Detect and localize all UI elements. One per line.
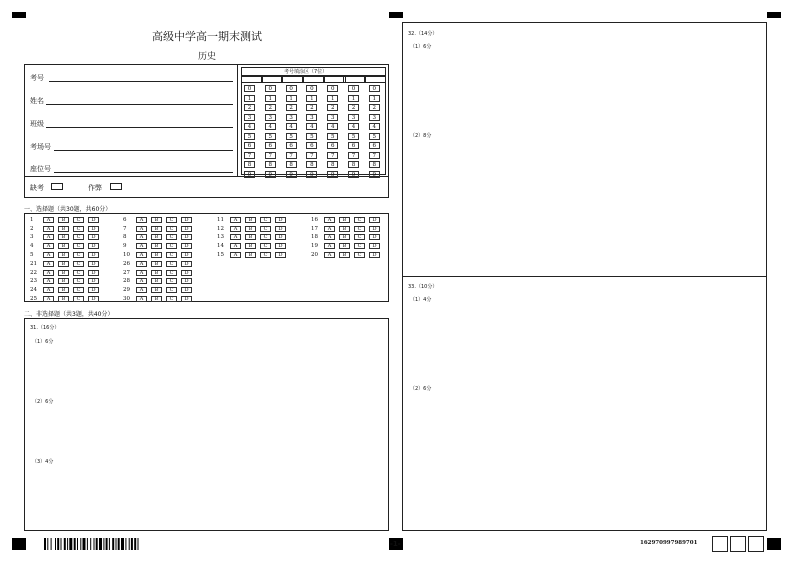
- exam-id-bubble[interactable]: 4: [327, 123, 338, 130]
- choice-bubble[interactable]: D: [88, 226, 99, 232]
- exam-id-area: [241, 67, 386, 175]
- alignment-mark-top-center: [389, 12, 403, 18]
- exam-id-bubble[interactable]: 4: [244, 123, 255, 130]
- q33-answer-box[interactable]: [402, 276, 767, 531]
- q31-title: 31.（16分）: [30, 325, 60, 331]
- choice-bubble[interactable]: D: [369, 217, 380, 223]
- exam-id-bubble[interactable]: 5: [265, 133, 276, 140]
- choice-bubble[interactable]: B: [58, 278, 69, 284]
- q31-part2: （2）6分: [32, 399, 54, 405]
- question-number: 20: [311, 251, 318, 258]
- exam-id-bubble[interactable]: 8: [265, 161, 276, 168]
- choice-bubble[interactable]: A: [230, 226, 241, 232]
- choice-bubble[interactable]: A: [43, 261, 54, 267]
- choice-bubble[interactable]: B: [58, 270, 69, 276]
- choice-bubble[interactable]: B: [245, 234, 256, 240]
- choice-bubble[interactable]: D: [275, 234, 286, 240]
- question-number: 17: [311, 225, 318, 232]
- exam-id-bubble[interactable]: 3: [286, 114, 297, 121]
- choice-bubble[interactable]: A: [43, 217, 54, 223]
- choice-bubble[interactable]: B: [151, 261, 162, 267]
- exam-id-bubble[interactable]: 1: [265, 95, 276, 102]
- exam-id-bubble[interactable]: 4: [286, 123, 297, 130]
- choice-bubble[interactable]: D: [181, 287, 192, 293]
- choice-bubble[interactable]: B: [245, 217, 256, 223]
- exam-id-bubble[interactable]: 7: [369, 152, 380, 159]
- choice-bubble[interactable]: C: [166, 226, 177, 232]
- exam-id-bubble[interactable]: 4: [265, 123, 276, 130]
- page-number: -1-: [390, 540, 401, 548]
- choice-bubble[interactable]: A: [136, 217, 147, 223]
- exam-id-bubble[interactable]: 2: [348, 104, 359, 111]
- exam-id-bubble[interactable]: 3: [348, 114, 359, 121]
- question-number: 25: [30, 295, 37, 302]
- choice-bubble[interactable]: D: [88, 234, 99, 240]
- exam-id-bubble[interactable]: 8: [369, 161, 380, 168]
- q32-answer-box[interactable]: [402, 22, 767, 277]
- choice-bubble[interactable]: D: [369, 243, 380, 249]
- choice-bubble[interactable]: A: [43, 270, 54, 276]
- choice-bubble[interactable]: C: [73, 234, 84, 240]
- exam-id-bubble[interactable]: 3: [306, 114, 317, 121]
- section1-title: 一、选择题（共30题，共60分）: [24, 206, 112, 213]
- choice-bubble[interactable]: B: [339, 252, 350, 258]
- exam-id-write-cell[interactable]: [345, 76, 366, 83]
- choice-bubble[interactable]: D: [88, 217, 99, 223]
- choice-bubble[interactable]: D: [88, 278, 99, 284]
- q33-title: 33.（10分）: [408, 284, 438, 290]
- choice-bubble[interactable]: A: [136, 234, 147, 240]
- choice-bubble[interactable]: C: [73, 217, 84, 223]
- scan-corner-box-2: [730, 536, 746, 552]
- exam-id-bubble[interactable]: 1: [244, 95, 255, 102]
- exam-id-write-cell[interactable]: [324, 76, 345, 83]
- question-number: 5: [30, 251, 34, 258]
- exam-id-bubble[interactable]: 2: [327, 104, 338, 111]
- question-number: 26: [123, 261, 130, 267]
- choice-bubble[interactable]: C: [166, 287, 177, 293]
- choice-bubble[interactable]: A: [43, 234, 54, 240]
- q32-title: 32.（14分）: [408, 31, 438, 37]
- info-label-name: 姓名: [30, 97, 44, 105]
- q31-answer-box[interactable]: [24, 318, 389, 531]
- choice-bubble[interactable]: C: [166, 217, 177, 223]
- choice-bubble[interactable]: A: [324, 252, 335, 258]
- scan-corner-box-1: [712, 536, 728, 552]
- choice-bubble[interactable]: C: [166, 270, 177, 276]
- choice-bubble[interactable]: C: [354, 243, 365, 249]
- alignment-mark-bottom-left: [12, 538, 26, 550]
- exam-id-bubble[interactable]: 4: [369, 123, 380, 130]
- exam-id-bubble[interactable]: 6: [327, 142, 338, 149]
- alignment-mark-top-left: [12, 12, 26, 18]
- section2-title: 二、非选择题（共3题，共40分）: [24, 311, 114, 318]
- choice-bubble[interactable]: C: [354, 234, 365, 240]
- question-number: 14: [217, 243, 224, 250]
- exam-id-bubble[interactable]: 9: [327, 171, 338, 178]
- choice-bubble[interactable]: A: [136, 226, 147, 232]
- question-number: 28: [123, 278, 130, 285]
- exam-id-bubble[interactable]: 4: [306, 123, 317, 130]
- choice-bubble[interactable]: A: [324, 226, 335, 232]
- exam-id-bubble[interactable]: 6: [244, 142, 255, 149]
- exam-id-bubble[interactable]: 1: [286, 95, 297, 102]
- barcode: [44, 538, 180, 550]
- choice-bubble[interactable]: C: [166, 252, 177, 258]
- question-number: 19: [311, 243, 318, 250]
- q33-part2: （2）6分: [410, 386, 432, 392]
- choice-bubble[interactable]: D: [275, 243, 286, 249]
- choice-bubble[interactable]: D: [369, 226, 380, 232]
- choice-bubble[interactable]: D: [88, 296, 99, 302]
- exam-id-bubble[interactable]: 0: [286, 85, 297, 92]
- exam-id-bubble[interactable]: 3: [265, 114, 276, 121]
- cheat-checkbox[interactable]: [110, 183, 122, 190]
- choice-bubble[interactable]: D: [181, 243, 192, 249]
- choice-bubble[interactable]: A: [136, 270, 147, 276]
- choice-bubble[interactable]: B: [151, 296, 162, 302]
- choice-bubble[interactable]: C: [260, 217, 271, 223]
- exam-id-bubble[interactable]: 9: [369, 171, 380, 178]
- alignment-mark-bottom-right: [767, 538, 781, 550]
- choice-bubble[interactable]: A: [43, 287, 54, 293]
- choice-bubble[interactable]: B: [339, 243, 350, 249]
- exam-id-bubble[interactable]: 5: [348, 133, 359, 140]
- choice-bubble[interactable]: D: [88, 287, 99, 293]
- choice-bubble[interactable]: A: [136, 278, 147, 284]
- exam-id-bubble[interactable]: 2: [306, 104, 317, 111]
- q31-part3: （3）4分: [32, 459, 54, 465]
- choice-bubble[interactable]: A: [324, 243, 335, 249]
- exam-id-bubble[interactable]: 2: [286, 104, 297, 111]
- choice-bubble[interactable]: B: [245, 252, 256, 258]
- exam-id-bubble[interactable]: 0: [327, 85, 338, 92]
- exam-id-title: 考号填涂区（7位）: [284, 69, 328, 75]
- choice-bubble[interactable]: B: [58, 252, 69, 258]
- exam-id-bubble[interactable]: 2: [265, 104, 276, 111]
- choice-bubble[interactable]: D: [181, 270, 192, 276]
- info-label-seat: 座位号: [30, 165, 51, 173]
- choice-bubble[interactable]: A: [230, 234, 241, 240]
- exam-id-bubble[interactable]: 5: [327, 133, 338, 140]
- exam-id-bubble[interactable]: 9: [286, 171, 297, 178]
- exam-id-write-cell[interactable]: [303, 76, 324, 83]
- question-number: 21: [30, 261, 37, 267]
- exam-id-bubble[interactable]: 7: [306, 152, 317, 159]
- exam-id-bubble[interactable]: 5: [286, 133, 297, 140]
- question-number: 30: [123, 295, 130, 302]
- choice-bubble[interactable]: B: [58, 296, 69, 302]
- question-number: 24: [30, 287, 37, 294]
- exam-id-bubble[interactable]: 1: [369, 95, 380, 102]
- question-number: 6: [123, 217, 127, 223]
- choice-bubble[interactable]: A: [136, 287, 147, 293]
- choice-bubble[interactable]: D: [369, 252, 380, 258]
- choice-bubble[interactable]: D: [275, 226, 286, 232]
- choice-bubble[interactable]: D: [181, 278, 192, 284]
- exam-id-bubble[interactable]: 1: [306, 95, 317, 102]
- choice-bubble[interactable]: A: [230, 243, 241, 249]
- q31-part1: （1）6分: [32, 339, 54, 345]
- choice-bubble[interactable]: C: [260, 234, 271, 240]
- exam-id-bubble[interactable]: 8: [244, 161, 255, 168]
- question-number: 2: [30, 225, 34, 232]
- choice-bubble[interactable]: D: [275, 217, 286, 223]
- choice-bubble[interactable]: C: [73, 270, 84, 276]
- choice-bubble[interactable]: B: [339, 226, 350, 232]
- choice-bubble[interactable]: C: [354, 226, 365, 232]
- choice-bubble[interactable]: D: [275, 252, 286, 258]
- exam-id-bubble[interactable]: 5: [244, 133, 255, 140]
- exam-id-bubble[interactable]: 4: [348, 123, 359, 130]
- question-number: 22: [30, 269, 37, 276]
- question-number: 15: [217, 251, 224, 258]
- choice-bubble[interactable]: B: [151, 287, 162, 293]
- exam-id-bubble[interactable]: 9: [244, 171, 255, 178]
- choice-bubble[interactable]: A: [43, 278, 54, 284]
- choice-bubble[interactable]: A: [324, 234, 335, 240]
- choice-bubble[interactable]: A: [136, 261, 147, 267]
- exam-id-bubble[interactable]: 7: [327, 152, 338, 159]
- choice-bubble[interactable]: A: [43, 226, 54, 232]
- exam-id-bubble[interactable]: 5: [306, 133, 317, 140]
- choice-bubble[interactable]: A: [136, 252, 147, 258]
- exam-id-bubble[interactable]: 7: [244, 152, 255, 159]
- exam-id-bubble[interactable]: 9: [348, 171, 359, 178]
- exam-id-bubble[interactable]: 8: [327, 161, 338, 168]
- choice-bubble[interactable]: C: [166, 243, 177, 249]
- choice-bubble[interactable]: C: [260, 226, 271, 232]
- question-number: 11: [217, 217, 224, 223]
- choice-bubble[interactable]: D: [181, 217, 192, 223]
- question-number: 18: [311, 234, 318, 241]
- choice-bubble[interactable]: A: [43, 243, 54, 249]
- exam-id-bubble[interactable]: 8: [286, 161, 297, 168]
- exam-id-bubble[interactable]: 3: [369, 114, 380, 121]
- id-area-separator: [237, 64, 238, 176]
- choice-bubble[interactable]: D: [181, 261, 192, 267]
- choice-bubble[interactable]: C: [166, 296, 177, 302]
- scan-corner-box-3: [748, 536, 764, 552]
- q33-part1: （1）4分: [410, 297, 432, 303]
- choice-bubble[interactable]: A: [230, 252, 241, 258]
- choice-bubble[interactable]: B: [151, 270, 162, 276]
- question-number: 8: [123, 234, 127, 241]
- choice-bubble[interactable]: A: [136, 243, 147, 249]
- exam-id-bubble[interactable]: 7: [265, 152, 276, 159]
- question-number: 9: [123, 243, 127, 250]
- choice-bubble[interactable]: C: [73, 278, 84, 284]
- exam-id-bubble[interactable]: 3: [327, 114, 338, 121]
- choice-bubble[interactable]: C: [73, 226, 84, 232]
- choice-bubble[interactable]: B: [151, 243, 162, 249]
- choice-bubble[interactable]: A: [43, 252, 54, 258]
- question-number: 27: [123, 269, 130, 276]
- choice-bubble[interactable]: B: [58, 243, 69, 249]
- question-number: 10: [123, 251, 130, 258]
- exam-id-write-cell[interactable]: [241, 76, 262, 83]
- choice-bubble[interactable]: B: [245, 243, 256, 249]
- choice-bubble[interactable]: C: [354, 252, 365, 258]
- choice-bubble[interactable]: C: [73, 252, 84, 258]
- question-number: 7: [123, 225, 127, 232]
- cheat-label: 作弊: [88, 184, 102, 192]
- exam-id-bubble[interactable]: 0: [265, 85, 276, 92]
- choice-bubble[interactable]: C: [260, 243, 271, 249]
- exam-id-bubble[interactable]: 8: [348, 161, 359, 168]
- exam-id-bubble[interactable]: 6: [265, 142, 276, 149]
- choice-bubble[interactable]: C: [166, 234, 177, 240]
- choice-bubble[interactable]: A: [136, 296, 147, 302]
- exam-id-bubble[interactable]: 7: [286, 152, 297, 159]
- choice-bubble[interactable]: B: [339, 234, 350, 240]
- choice-bubble[interactable]: C: [260, 252, 271, 258]
- seat-line[interactable]: [54, 172, 233, 173]
- choice-bubble[interactable]: B: [58, 287, 69, 293]
- question-number: 16: [311, 217, 318, 223]
- choice-bubble[interactable]: A: [43, 296, 54, 302]
- exam-id-write-cell[interactable]: [262, 76, 283, 83]
- choice-bubble[interactable]: B: [339, 217, 350, 223]
- choice-bubble[interactable]: B: [151, 217, 162, 223]
- exam-id-bubble[interactable]: 0: [244, 85, 255, 92]
- question-number: 13: [217, 234, 224, 241]
- exam-id-bubble[interactable]: 3: [244, 114, 255, 121]
- choice-bubble[interactable]: B: [151, 278, 162, 284]
- choice-bubble[interactable]: D: [369, 234, 380, 240]
- choice-bubble[interactable]: B: [58, 217, 69, 223]
- alignment-mark-top-right: [767, 12, 781, 18]
- choice-bubble[interactable]: B: [58, 261, 69, 267]
- exam-title: 高级中学高一期末测试: [152, 30, 262, 43]
- choice-bubble[interactable]: D: [88, 252, 99, 258]
- choice-bubble[interactable]: D: [88, 243, 99, 249]
- choice-bubble[interactable]: C: [73, 287, 84, 293]
- exam-id-bubble[interactable]: 2: [244, 104, 255, 111]
- q32-part1: （1）6分: [410, 44, 432, 50]
- sheet-code: 162970997989701: [640, 540, 698, 546]
- choice-bubble[interactable]: C: [73, 243, 84, 249]
- choice-bubble[interactable]: A: [230, 217, 241, 223]
- exam-id-bubble[interactable]: 8: [306, 161, 317, 168]
- question-number: 12: [217, 225, 224, 232]
- question-number: 4: [30, 243, 34, 250]
- choice-bubble[interactable]: D: [181, 296, 192, 302]
- q32-part2: （2）8分: [410, 133, 432, 139]
- exam-id-bubble[interactable]: 6: [306, 142, 317, 149]
- exam-id-bubble[interactable]: 6: [369, 142, 380, 149]
- choice-bubble[interactable]: C: [354, 217, 365, 223]
- choice-bubble[interactable]: A: [324, 217, 335, 223]
- choice-bubble[interactable]: C: [73, 261, 84, 267]
- exam-id-bubble[interactable]: 5: [369, 133, 380, 140]
- exam-id-bubble[interactable]: 7: [348, 152, 359, 159]
- info-label-class: 班级: [30, 120, 44, 128]
- choice-bubble[interactable]: C: [73, 296, 84, 302]
- choice-bubble[interactable]: C: [166, 261, 177, 267]
- exam-id-write-cell[interactable]: [282, 76, 303, 83]
- exam-id-bubble[interactable]: 0: [369, 85, 380, 92]
- exam-id-write-cell[interactable]: [365, 76, 386, 83]
- absent-label: 缺考: [30, 184, 44, 192]
- exam-id-bubble[interactable]: 9: [265, 171, 276, 178]
- choice-bubble[interactable]: B: [58, 226, 69, 232]
- info-label-exam-no: 考号: [30, 74, 44, 82]
- choice-bubble[interactable]: D: [181, 226, 192, 232]
- class-line[interactable]: [46, 127, 233, 128]
- choice-bubble[interactable]: D: [88, 270, 99, 276]
- exam-id-bubble[interactable]: 2: [369, 104, 380, 111]
- choice-bubble[interactable]: D: [88, 261, 99, 267]
- choice-bubble[interactable]: C: [166, 278, 177, 284]
- exam-no-line[interactable]: [49, 81, 233, 82]
- name-line[interactable]: [46, 104, 233, 105]
- question-number: 1: [30, 217, 34, 223]
- exam-id-bubble[interactable]: 1: [348, 95, 359, 102]
- info-label-room: 考场号: [30, 143, 51, 151]
- question-number: 29: [123, 287, 130, 294]
- subject-title: 历史: [198, 52, 217, 62]
- choice-bubble[interactable]: D: [181, 234, 192, 240]
- question-number: 3: [30, 234, 34, 241]
- exam-id-bubble[interactable]: 0: [348, 85, 359, 92]
- exam-id-bubble[interactable]: 9: [306, 171, 317, 178]
- choice-bubble[interactable]: B: [151, 234, 162, 240]
- choice-bubble[interactable]: B: [58, 234, 69, 240]
- question-number: 23: [30, 278, 37, 285]
- exam-id-bubble[interactable]: 6: [286, 142, 297, 149]
- choice-bubble[interactable]: D: [181, 252, 192, 258]
- exam-id-bubble[interactable]: 1: [327, 95, 338, 102]
- choice-bubble[interactable]: B: [151, 226, 162, 232]
- absent-checkbox[interactable]: [51, 183, 63, 190]
- exam-id-bubble[interactable]: 0: [306, 85, 317, 92]
- exam-id-bubble[interactable]: 6: [348, 142, 359, 149]
- choice-bubble[interactable]: B: [151, 252, 162, 258]
- choice-bubble[interactable]: B: [245, 226, 256, 232]
- room-line[interactable]: [54, 150, 233, 151]
